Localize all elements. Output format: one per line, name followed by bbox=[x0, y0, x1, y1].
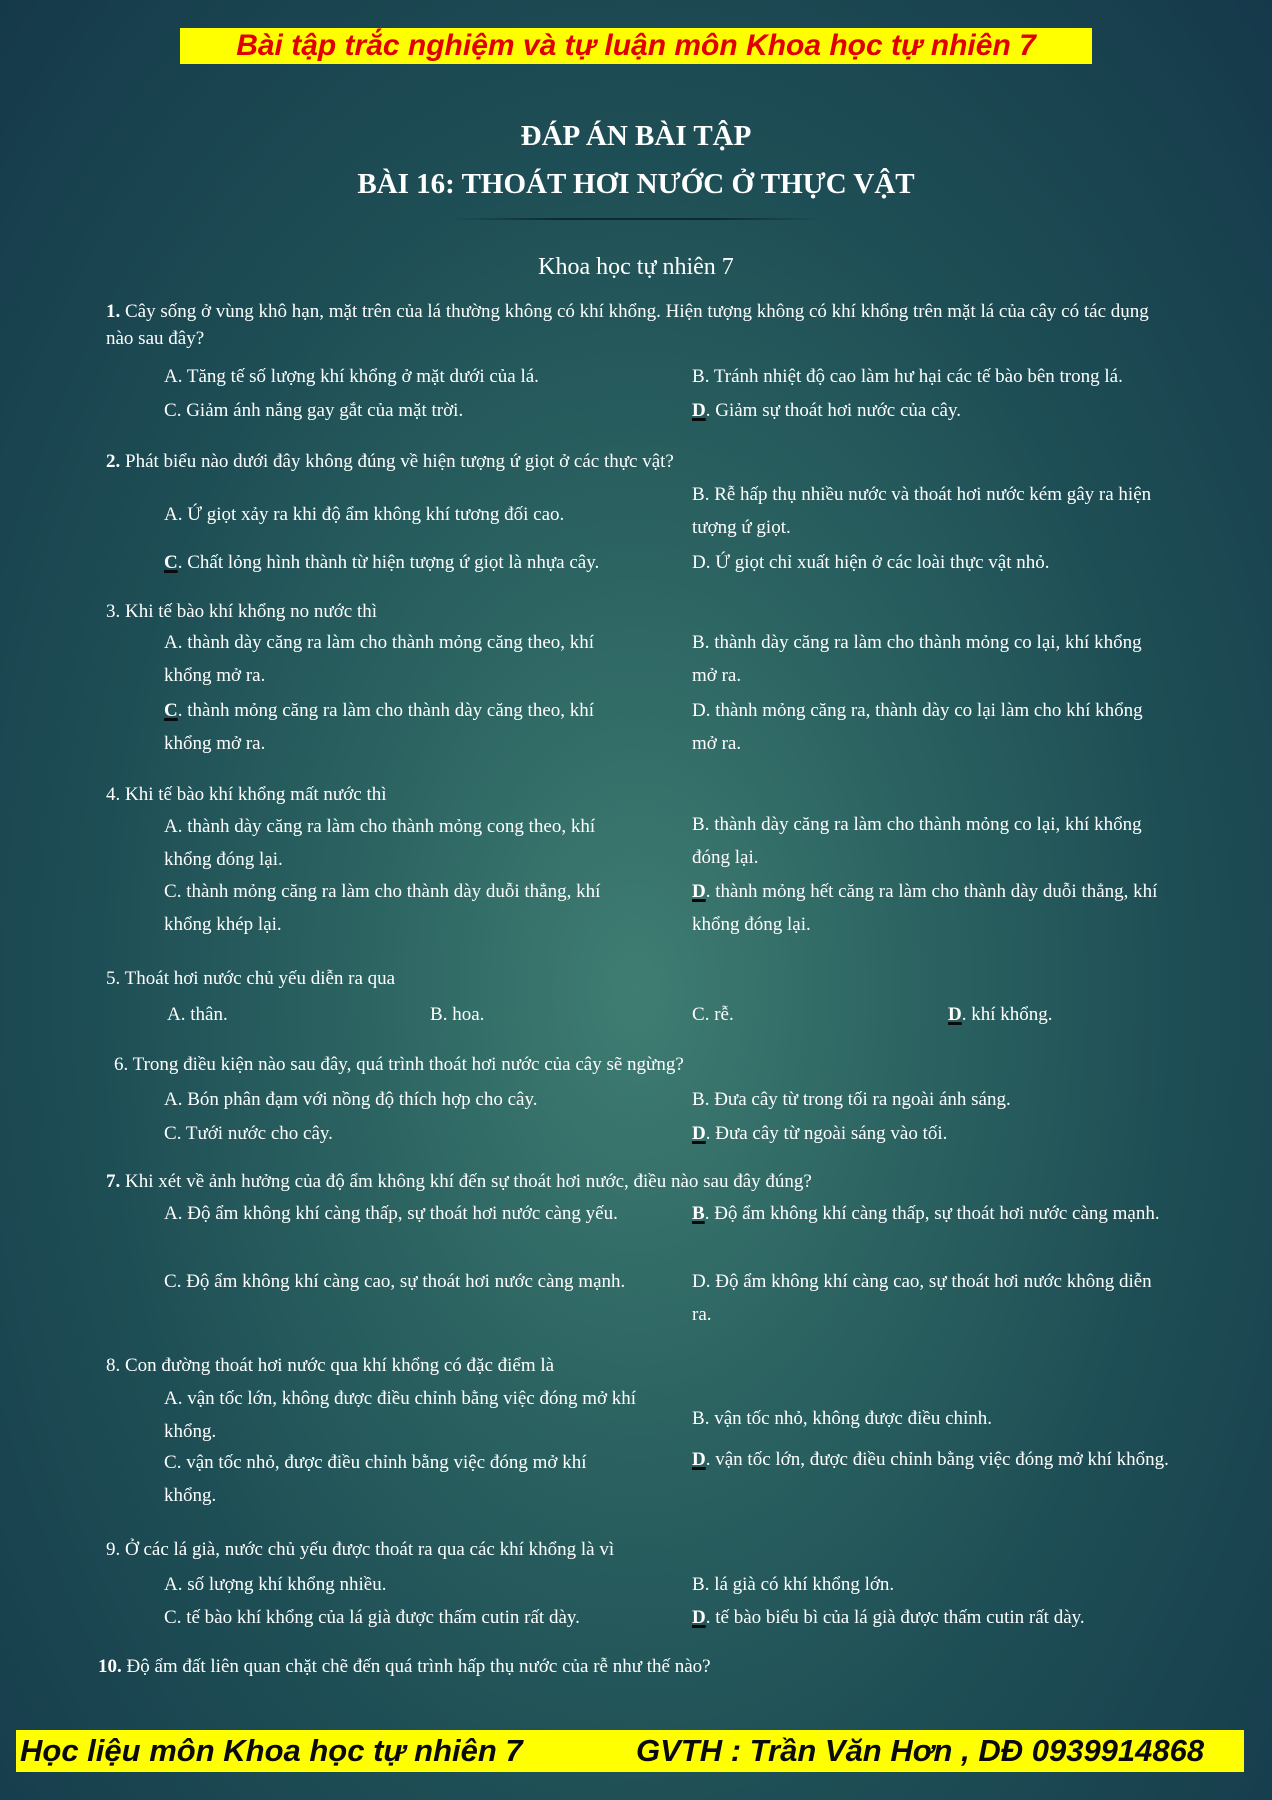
option-text: . khí khổng. bbox=[961, 1004, 1053, 1025]
option-9b bbox=[692, 1568, 894, 1601]
option-7a bbox=[164, 1197, 642, 1230]
option-text: . Giảm sự thoát hơi nước của cây. bbox=[705, 400, 961, 421]
question-number: 6. bbox=[114, 1054, 129, 1075]
option-2d bbox=[692, 546, 1049, 579]
question-text: Con đường thoát hơi nước qua khí khổng có đặc điểm là bbox=[125, 1355, 555, 1376]
question-number: 4. bbox=[106, 784, 121, 805]
option-text: . vận tốc nhỏ, không được điều chỉnh. bbox=[704, 1408, 993, 1429]
option-letter: A bbox=[164, 1089, 178, 1110]
option-6b bbox=[692, 1083, 1011, 1116]
question-number: 2. bbox=[106, 451, 121, 472]
option-2b bbox=[692, 478, 1170, 544]
option-letter: B bbox=[692, 1089, 705, 1110]
option-letter: A bbox=[167, 1004, 181, 1025]
question-9 bbox=[106, 1536, 1174, 1563]
answer-title: ĐÁP ÁN BÀI TẬP bbox=[520, 120, 752, 152]
question-4 bbox=[106, 781, 1174, 808]
option-text: . thành mỏng căng ra làm cho thành dày căng theo, khí khổng mở ra. bbox=[164, 700, 595, 754]
option-text: . Độ ẩm không khí càng cao, sự thoát hơi nước không diễn ra. bbox=[692, 1271, 1152, 1325]
option-text: . vận tốc lớn, không được điều chỉnh bằng việc đóng mở khí khổng. bbox=[164, 1388, 637, 1442]
option-text: . thành mỏng căng ra, thành dày co lại làm cho khí khổng mở ra. bbox=[692, 700, 1143, 754]
question-number: 9. bbox=[106, 1539, 121, 1560]
header-banner: Bài tập trắc nghiệm và tự luận môn Khoa học tự nhiên 7 bbox=[180, 28, 1092, 64]
question-text: Ở các lá già, nước chủ yếu được thoát ra qua các khí khổng là vì bbox=[125, 1539, 615, 1560]
option-text: . Độ ẩm không khí càng cao, sự thoát hơi nước càng mạnh. bbox=[176, 1271, 626, 1292]
correct-answer-marker: C bbox=[164, 700, 178, 721]
question-text: Khi tế bào khí khổng no nước thì bbox=[125, 601, 378, 622]
option-6a bbox=[164, 1083, 537, 1116]
option-9c bbox=[164, 1601, 580, 1634]
correct-answer-marker: D bbox=[692, 400, 706, 421]
option-text: . hoa. bbox=[442, 1004, 485, 1025]
question-5 bbox=[106, 965, 1174, 992]
question-text: Độ ẩm đất liên quan chặt chẽ đến quá trình hấp thụ nước của rễ như thế nào? bbox=[126, 1656, 711, 1677]
option-5c bbox=[692, 998, 734, 1031]
option-7d bbox=[692, 1265, 1170, 1331]
option-letter: B bbox=[692, 484, 705, 505]
option-text: . thành mỏng căng ra làm cho thành dày duỗi thẳng, khí khổng khép lại. bbox=[164, 881, 601, 935]
option-letter: B bbox=[692, 632, 705, 653]
option-letter: D bbox=[692, 700, 706, 721]
option-letter: C bbox=[164, 1271, 177, 1292]
option-5b bbox=[430, 998, 484, 1031]
option-letter: A bbox=[164, 366, 178, 387]
option-letter: A bbox=[164, 1203, 178, 1224]
option-4a bbox=[164, 810, 642, 876]
option-letter: D bbox=[692, 1271, 706, 1292]
correct-answer-marker: D bbox=[948, 1004, 962, 1025]
correct-answer-marker: D bbox=[692, 881, 706, 902]
option-text: . Bón phân đạm với nồng độ thích hợp cho cây. bbox=[177, 1089, 538, 1110]
option-4d-correct bbox=[692, 875, 1180, 941]
question-text: Trong điều kiện nào sau đây, quá trình thoát hơi nước của cây sẽ ngừng? bbox=[132, 1054, 684, 1075]
question-8 bbox=[106, 1352, 1174, 1379]
option-letter: C bbox=[164, 1607, 177, 1628]
option-letter: C bbox=[164, 400, 177, 421]
option-9a bbox=[164, 1568, 387, 1601]
option-letter: A bbox=[164, 816, 178, 837]
option-text: . thành dày căng ra làm cho thành mỏng cong theo, khí khổng đóng lại. bbox=[164, 816, 596, 870]
option-4b bbox=[692, 808, 1170, 874]
option-3a bbox=[164, 626, 642, 692]
option-2c-correct bbox=[164, 546, 599, 579]
option-letter: C bbox=[164, 1452, 177, 1473]
option-text: . Rễ hấp thụ nhiều nước và thoát hơi nước kém gây ra hiện tượng ứ giọt. bbox=[692, 484, 1152, 538]
option-letter: C bbox=[692, 1004, 705, 1025]
option-text: . Giảm ánh nắng gay gắt của mặt trời. bbox=[176, 400, 464, 421]
option-text: . Ứ giọt chỉ xuất hiện ở các loài thực vật nhỏ. bbox=[705, 552, 1050, 573]
option-text: . tế bào khí khổng của lá già được thấm cutin rất dày. bbox=[176, 1607, 580, 1628]
option-letter: B bbox=[692, 1408, 705, 1429]
option-6d-correct bbox=[692, 1117, 947, 1150]
option-text: . Chất lỏng hình thành từ hiện tượng ứ giọt là nhựa cây. bbox=[177, 552, 600, 573]
question-number: 10. bbox=[98, 1656, 122, 1677]
question-7 bbox=[106, 1168, 1174, 1195]
option-text: . Tăng tế số lượng khí khổng ở mặt dưới của lá. bbox=[177, 366, 539, 387]
option-7b-correct bbox=[692, 1197, 1170, 1230]
correct-answer-marker: B bbox=[692, 1203, 705, 1224]
footer-banner bbox=[16, 1730, 1244, 1772]
option-5d-correct bbox=[948, 998, 1053, 1031]
question-number: 7. bbox=[106, 1171, 121, 1192]
option-8c bbox=[164, 1446, 642, 1512]
option-text: . Đưa cây từ ngoài sáng vào tối. bbox=[705, 1123, 948, 1144]
question-1 bbox=[106, 298, 1174, 352]
option-text: . Độ ẩm không khí càng thấp, sự thoát hơi nước càng mạnh. bbox=[704, 1203, 1160, 1224]
question-text: Phát biểu nào dưới đây không đúng về hiện tượng ứ giọt ở các thực vật? bbox=[125, 451, 674, 472]
question-2 bbox=[106, 448, 1174, 475]
option-4c bbox=[164, 875, 642, 941]
question-number: 5. bbox=[106, 968, 121, 989]
option-letter: B bbox=[692, 1574, 705, 1595]
option-letter: B bbox=[692, 366, 705, 387]
option-text: . thành mỏng hết căng ra làm cho thành dày duỗi thẳng, khí khổng đóng lại. bbox=[692, 881, 1158, 935]
option-7c bbox=[164, 1265, 642, 1298]
option-letter: A bbox=[164, 504, 178, 525]
question-number: 1. bbox=[106, 301, 121, 322]
option-text: . Đưa cây từ trong tối ra ngoài ánh sáng. bbox=[704, 1089, 1011, 1110]
question-text: Cây sống ở vùng khô hạn, mặt trên của lá thường không có khí khổng. Hiện tượng không có khí khổng trên mặt lá của cây có tác dụng nào sau đây? bbox=[106, 301, 1149, 349]
option-text: . thành dày căng ra làm cho thành mỏng căng theo, khí khổng mở ra. bbox=[164, 632, 595, 686]
option-letter: B bbox=[692, 814, 705, 835]
lesson-title: BÀI 16: THOÁT HƠI NƯỚC Ở THỰC VẬT bbox=[357, 168, 915, 200]
option-3d bbox=[692, 694, 1170, 760]
correct-answer-marker: D bbox=[692, 1607, 706, 1628]
option-1c bbox=[164, 394, 463, 427]
option-text: . thân. bbox=[180, 1004, 228, 1025]
question-10 bbox=[98, 1653, 1174, 1680]
subject-label: Khoa học tự nhiên 7 bbox=[538, 254, 734, 280]
question-text: Thoát hơi nước chủ yếu diễn ra qua bbox=[124, 968, 396, 989]
option-text: . vận tốc nhỏ, được điều chỉnh bằng việc đóng mở khí khổng. bbox=[164, 1452, 587, 1506]
question-text: Khi tế bào khí khổng mất nước thì bbox=[125, 784, 387, 805]
title-divider bbox=[450, 218, 822, 220]
option-letter: C bbox=[164, 1123, 177, 1144]
option-3b bbox=[692, 626, 1170, 692]
option-2a bbox=[164, 498, 564, 531]
option-letter: C bbox=[164, 881, 177, 902]
correct-answer-marker: C bbox=[164, 552, 178, 573]
question-number: 3. bbox=[106, 601, 121, 622]
question-text: Khi xét về ảnh hưởng của độ ẩm không khí đến sự thoát hơi nước, điều nào sau đây đúng? bbox=[125, 1171, 812, 1192]
footer-course: Học liệu môn Khoa học tự nhiên 7 bbox=[20, 1733, 523, 1768]
option-text: . lá già có khí khổng lớn. bbox=[704, 1574, 895, 1595]
correct-answer-marker: D bbox=[692, 1123, 706, 1144]
option-3c-correct bbox=[164, 694, 642, 760]
option-letter: D bbox=[692, 552, 706, 573]
option-text: . Độ ẩm không khí càng thấp, sự thoát hơi nước càng yếu. bbox=[177, 1203, 618, 1224]
option-text: . thành dày căng ra làm cho thành mỏng co lại, khí khổng đóng lại. bbox=[692, 814, 1142, 868]
footer-teacher: GVTH : Trần Văn Hơn , DĐ 0939914868 bbox=[636, 1733, 1205, 1768]
option-text: . thành dày căng ra làm cho thành mỏng co lại, khí khổng mở ra. bbox=[692, 632, 1142, 686]
question-3 bbox=[106, 598, 1174, 625]
option-text: . Tránh nhiệt độ cao làm hư hại các tế bào bên trong lá. bbox=[704, 366, 1123, 387]
option-9d-correct bbox=[692, 1601, 1085, 1634]
question-number: 8. bbox=[106, 1355, 121, 1376]
option-text: . vận tốc lớn, được điều chỉnh bằng việc đóng mở khí khổng. bbox=[705, 1449, 1169, 1470]
option-8d-correct bbox=[692, 1443, 1170, 1476]
option-text: . Ứ giọt xảy ra khi độ ẩm không khí tương đối cao. bbox=[177, 504, 565, 525]
option-5a bbox=[167, 998, 228, 1031]
option-letter: A bbox=[164, 1388, 178, 1409]
option-text: . Tưới nước cho cây. bbox=[176, 1123, 333, 1144]
option-1a bbox=[164, 360, 539, 393]
option-letter: A bbox=[164, 632, 178, 653]
option-1b bbox=[692, 360, 1123, 393]
question-6 bbox=[114, 1051, 1174, 1078]
option-letter: B bbox=[430, 1004, 443, 1025]
option-1d-correct bbox=[692, 394, 961, 427]
option-text: . tế bào biểu bì của lá già được thấm cutin rất dày. bbox=[705, 1607, 1085, 1628]
option-text: . rễ. bbox=[704, 1004, 734, 1025]
option-8a bbox=[164, 1382, 642, 1448]
option-letter: A bbox=[164, 1574, 178, 1595]
option-text: . số lượng khí khổng nhiều. bbox=[177, 1574, 387, 1595]
option-8b bbox=[692, 1402, 992, 1435]
correct-answer-marker: D bbox=[692, 1449, 706, 1470]
option-6c bbox=[164, 1117, 333, 1150]
